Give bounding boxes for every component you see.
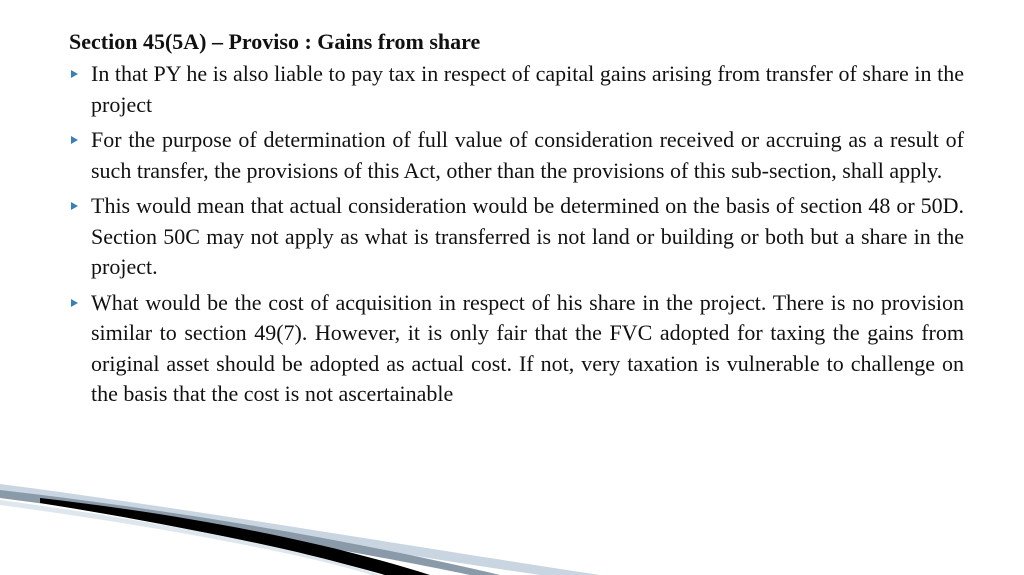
swoosh-dark-band (40, 498, 430, 575)
bullet-list (69, 59, 964, 410)
triangle-bullet-icon (71, 70, 78, 78)
slide-content (69, 27, 964, 415)
swoosh-light-band (0, 484, 600, 575)
bullet-text: This would mean that actual consideration would be determined on the basis of section 48 or 50D. Section 50C may not apply as what is transferred is not land or building or both but a share in the project. (91, 193, 964, 279)
triangle-bullet-icon (71, 136, 78, 144)
triangle-bullet-icon (71, 202, 78, 210)
bullet-text: In that PY he is also liable to pay tax in respect of capital gains arising from transfer of share in the project (91, 61, 964, 117)
triangle-bullet-icon (71, 299, 78, 307)
bullet-item (69, 288, 964, 410)
bullet-text: What would be the cost of acquisition in respect of his share in the project. There is no provision similar to section 49(7). However, it is only fair that the FVC adopted for taxing the gains from original asset should be adopted as actual cost. If not, very taxation is vulnerable to challenge on the basis that the cost is not ascertainable (91, 289, 964, 406)
slide-heading: Section 45(5A) – Proviso : Gains from share (69, 29, 481, 54)
bullet-item (69, 59, 964, 120)
bullet-item (69, 125, 964, 186)
swoosh-thin-line (0, 500, 380, 575)
swoosh-mid-band (0, 490, 500, 575)
bullet-item (69, 191, 964, 283)
bullet-text: For the purpose of determination of full value of consideration received or accruing as a result of such transfer, the provisions of this Act, other than the provisions of this sub-section, shall apply. (91, 127, 964, 183)
